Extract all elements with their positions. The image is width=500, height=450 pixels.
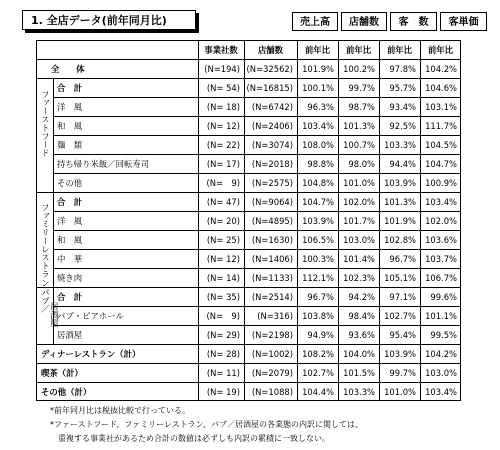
table-cell-unit-price: 100.9% <box>425 178 457 188</box>
footnotes <box>50 404 363 446</box>
table-horizontal-rule <box>36 192 461 193</box>
table-vertical-rule <box>36 40 37 401</box>
table-cell-customers: 95.7% <box>389 83 416 93</box>
table-cell-store-count: 101.3% <box>343 121 375 131</box>
table-cell-companies: (N= 35) <box>206 292 240 302</box>
table-cell-stores: (N=2514) <box>251 292 293 302</box>
table-cell-companies: (N= 9) <box>206 311 240 321</box>
table-cell-stores: (N=16815) <box>246 83 293 93</box>
table-cell-companies: (N= 12) <box>206 121 240 131</box>
row-label: 中 華 <box>57 254 83 264</box>
table-cell-store-count: 104.0% <box>343 349 375 359</box>
table-vertical-rule <box>198 40 199 401</box>
table-cell-stores: (N=2575) <box>251 178 293 188</box>
table-cell-companies: (N= 17) <box>206 159 240 169</box>
table-cell-companies: (N= 18) <box>206 102 240 112</box>
table-cell-stores: (N=32562) <box>246 64 293 74</box>
group-label-fast-food: ファーストフード <box>40 90 51 158</box>
table-cell-sales: 98.8% <box>307 159 334 169</box>
row-label: 全 体 <box>51 64 85 74</box>
row-label: 持ち帰り米飯／回転寿司 <box>57 159 150 169</box>
group-label-family-restaurant: ファミリーレストラン <box>40 203 51 287</box>
table-cell-sales: 112.1% <box>302 273 334 283</box>
table-cell-stores: (N=1133) <box>251 273 293 283</box>
table-cell-unit-price: 106.7% <box>425 273 457 283</box>
table-cell-unit-price: 104.2% <box>425 64 457 74</box>
table-horizontal-rule <box>36 287 461 288</box>
column-header: 店舗数 <box>257 45 284 55</box>
table-cell-store-count: 102.3% <box>343 273 375 283</box>
header-box-customers: 客 数 <box>390 12 437 31</box>
table-cell-store-count: 102.0% <box>343 197 375 207</box>
table-cell-store-count: 98.4% <box>348 311 375 321</box>
table-cell-customers: 103.9% <box>384 178 416 188</box>
table-vertical-rule <box>379 40 380 401</box>
table-cell-customers: 101.9% <box>384 216 416 226</box>
table-cell-customers: 103.3% <box>384 140 416 150</box>
table-vertical-rule <box>53 287 54 344</box>
table-cell-stores: (N=1002) <box>251 349 293 359</box>
footnote-3: 重複する事業社があるため合計の数値は必ずしも内訳の累積に一致しない。 <box>50 434 330 443</box>
table-horizontal-rule <box>53 116 461 117</box>
footnote-1: *前年同月比は税抜比較で行っている。 <box>50 406 190 415</box>
table-cell-customers: 97.8% <box>389 64 416 74</box>
row-label: 洋 風 <box>57 216 83 226</box>
header-box-stores: 店舗数 <box>341 12 387 31</box>
table-cell-stores: (N=6742) <box>251 102 293 112</box>
table-horizontal-rule <box>36 382 461 383</box>
table-vertical-rule <box>53 192 54 287</box>
table-cell-stores: (N=1088) <box>251 387 293 397</box>
table-cell-unit-price: 102.0% <box>425 216 457 226</box>
table-vertical-rule <box>297 40 298 401</box>
table-cell-unit-price: 103.4% <box>425 387 457 397</box>
table-horizontal-rule <box>53 211 461 212</box>
row-label: 焼き肉 <box>57 273 83 283</box>
table-horizontal-rule <box>53 173 461 174</box>
row-label: 喫茶（計） <box>41 368 83 378</box>
group-label-pub: パブ／ <box>40 288 51 314</box>
table-horizontal-rule <box>36 78 461 79</box>
table-horizontal-rule <box>36 363 461 364</box>
row-label: 合 計 <box>57 292 83 302</box>
table-cell-stores: (N=2079) <box>251 368 293 378</box>
table-cell-companies: (N= 11) <box>206 368 240 378</box>
table-cell-companies: (N= 54) <box>206 83 240 93</box>
table-cell-sales: 96.3% <box>307 102 334 112</box>
row-label: その他（計） <box>41 387 92 397</box>
table-cell-customers: 103.9% <box>384 349 416 359</box>
header-box-sales: 売上高 <box>292 12 338 31</box>
table-horizontal-rule <box>53 135 461 136</box>
table-cell-customers: 101.3% <box>384 197 416 207</box>
table-cell-companies: (N= 47) <box>206 197 240 207</box>
table-vertical-rule <box>53 78 54 192</box>
table-cell-stores: (N=2406) <box>251 121 293 131</box>
table-cell-sales: 100.3% <box>302 254 334 264</box>
table-cell-stores: (N=1630) <box>251 235 293 245</box>
row-label: 和 風 <box>57 121 83 131</box>
table-horizontal-rule <box>53 325 461 326</box>
table-cell-sales: 106.5% <box>302 235 334 245</box>
table-horizontal-rule <box>53 59 461 60</box>
table-cell-unit-price: 103.7% <box>425 254 457 264</box>
row-label: 洋 風 <box>57 102 83 112</box>
table-cell-store-count: 94.2% <box>348 292 375 302</box>
table-cell-stores: (N=316) <box>257 311 293 321</box>
table-cell-customers: 97.1% <box>389 292 416 302</box>
table-cell-stores: (N=2198) <box>251 330 293 340</box>
table-cell-companies: (N= 14) <box>206 273 240 283</box>
table-horizontal-rule <box>53 268 461 269</box>
column-header: 事業社数 <box>204 45 238 55</box>
table-cell-companies: (N= 19) <box>206 387 240 397</box>
table-cell-store-count: 98.0% <box>348 159 375 169</box>
table-cell-unit-price: 99.6% <box>430 292 457 302</box>
table-cell-customers: 96.7% <box>389 254 416 264</box>
table-cell-unit-price: 104.7% <box>425 159 457 169</box>
table-cell-sales: 100.1% <box>302 83 334 93</box>
table-cell-customers: 92.5% <box>389 121 416 131</box>
table-cell-stores: (N=3074) <box>251 140 293 150</box>
table-cell-sales: 104.8% <box>302 178 334 188</box>
table-cell-sales: 104.4% <box>302 387 334 397</box>
table-cell-customers: 102.8% <box>384 235 416 245</box>
column-header-boxes <box>292 12 487 31</box>
table-cell-unit-price: 101.1% <box>425 311 457 321</box>
table-vertical-rule <box>338 40 339 401</box>
table-cell-sales: 96.7% <box>307 292 334 302</box>
table-horizontal-rule <box>36 40 461 41</box>
table-cell-store-count: 103.3% <box>343 387 375 397</box>
row-label: 合 計 <box>57 197 83 207</box>
table-cell-sales: 104.7% <box>302 197 334 207</box>
table-cell-sales: 102.7% <box>302 368 334 378</box>
table-horizontal-rule <box>53 97 461 98</box>
table-cell-store-count: 101.7% <box>343 216 375 226</box>
table-cell-sales: 101.9% <box>302 64 334 74</box>
table-cell-unit-price: 103.1% <box>425 102 457 112</box>
table-cell-unit-price: 103.4% <box>425 197 457 207</box>
footnote-2: *ファーストフード、ファミリーレストラン、パブ／居酒屋の各業態の内訳に関しては、 <box>50 420 364 429</box>
table-cell-unit-price: 104.5% <box>425 140 457 150</box>
table-cell-stores: (N=4895) <box>251 216 293 226</box>
table-cell-stores: (N=1406) <box>251 254 293 264</box>
table-cell-store-count: 100.7% <box>343 140 375 150</box>
data-table <box>36 40 461 401</box>
column-header: 前年比 <box>386 45 413 55</box>
table-cell-companies: (N= 12) <box>206 254 240 264</box>
table-cell-unit-price: 104.6% <box>425 83 457 93</box>
table-horizontal-rule <box>36 59 53 60</box>
table-vertical-rule <box>460 40 461 401</box>
column-header: 前年比 <box>345 45 372 55</box>
table-cell-customers: 105.1% <box>384 273 416 283</box>
table-cell-store-count: 101.4% <box>343 254 375 264</box>
table-cell-store-count: 103.0% <box>343 235 375 245</box>
table-vertical-rule <box>244 40 245 401</box>
header-box-unit-price: 客単価 <box>440 12 487 31</box>
table-cell-unit-price: 103.6% <box>425 235 457 245</box>
section-title: 1. 全店データ(前年同月比) <box>22 10 196 30</box>
table-cell-unit-price: 111.7% <box>425 121 457 131</box>
table-cell-customers: 99.7% <box>389 368 416 378</box>
row-label: パブ・ビアホール <box>57 311 124 321</box>
table-cell-customers: 101.0% <box>384 387 416 397</box>
table-cell-companies: (N=194) <box>204 64 240 74</box>
table-horizontal-rule <box>53 249 461 250</box>
table-cell-sales: 94.9% <box>307 330 334 340</box>
table-cell-sales: 103.9% <box>302 216 334 226</box>
table-cell-companies: (N= 20) <box>206 216 240 226</box>
table-cell-companies: (N= 25) <box>206 235 240 245</box>
table-cell-store-count: 101.5% <box>343 368 375 378</box>
table-horizontal-rule <box>36 400 461 401</box>
table-cell-unit-price: 104.2% <box>425 349 457 359</box>
column-header: 前年比 <box>427 45 454 55</box>
table-cell-store-count: 99.7% <box>348 83 375 93</box>
table-cell-sales: 108.2% <box>302 349 334 359</box>
table-cell-store-count: 100.2% <box>343 64 375 74</box>
table-cell-unit-price: 99.5% <box>430 330 457 340</box>
table-cell-store-count: 101.0% <box>343 178 375 188</box>
row-label: 和 風 <box>57 235 83 245</box>
table-cell-customers: 94.4% <box>389 159 416 169</box>
row-label: 麺 類 <box>57 140 83 150</box>
table-cell-sales: 108.0% <box>302 140 334 150</box>
table-cell-companies: (N= 28) <box>206 349 240 359</box>
table-cell-unit-price: 103.0% <box>425 368 457 378</box>
table-cell-customers: 102.7% <box>384 311 416 321</box>
table-cell-store-count: 98.7% <box>348 102 375 112</box>
table-horizontal-rule <box>36 344 461 345</box>
table-cell-store-count: 93.6% <box>348 330 375 340</box>
table-cell-companies: (N= 9) <box>206 178 240 188</box>
table-horizontal-rule <box>53 154 461 155</box>
table-cell-companies: (N= 22) <box>206 140 240 150</box>
table-cell-companies: (N= 29) <box>206 330 240 340</box>
table-vertical-rule <box>420 40 421 401</box>
table-horizontal-rule <box>53 230 461 231</box>
table-cell-sales: 103.4% <box>302 121 334 131</box>
table-cell-sales: 103.8% <box>302 311 334 321</box>
row-label: ディナーレストラン（計） <box>41 349 141 359</box>
table-cell-stores: (N=2018) <box>251 159 293 169</box>
row-label: その他 <box>57 178 83 188</box>
row-label: 居酒屋 <box>57 330 83 340</box>
column-header: 前年比 <box>304 45 331 55</box>
table-cell-stores: (N=9064) <box>251 197 293 207</box>
table-horizontal-rule <box>53 306 461 307</box>
table-cell-customers: 93.4% <box>389 102 416 112</box>
group-label-izakaya: 居酒屋 <box>49 302 60 328</box>
table-cell-customers: 95.4% <box>389 330 416 340</box>
row-label: 合 計 <box>57 83 83 93</box>
